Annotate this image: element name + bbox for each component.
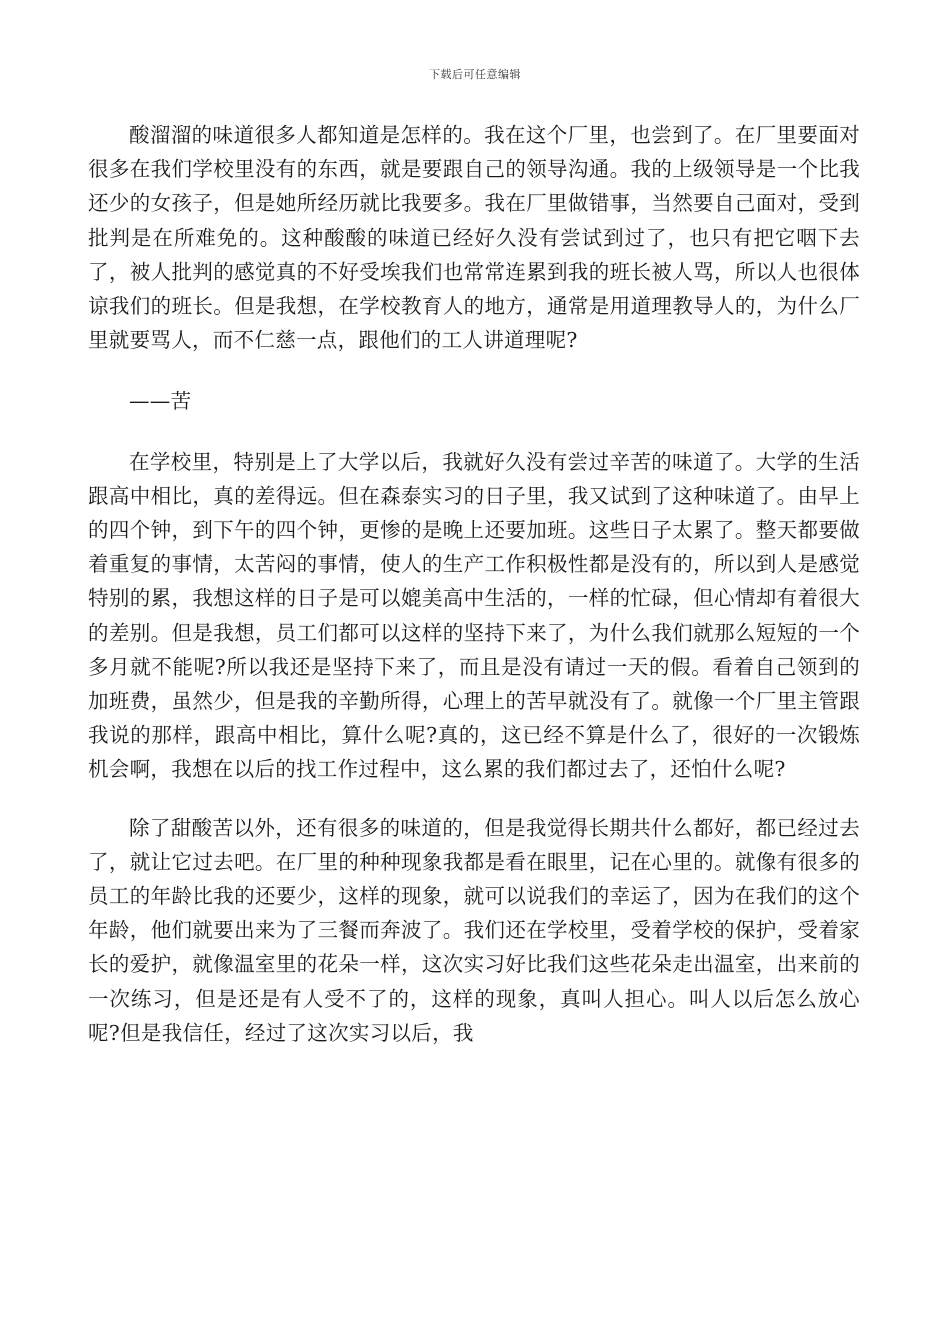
section-heading-bitter: ——苦	[129, 389, 192, 414]
paragraph-other-flavors: 除了甜酸苦以外，还有很多的味道的，但是我觉得长期共什么都好，都已经过去了，就让它过去吧。在厂里的种种现象我都是看在眼里，记在心里的。就像有很多的员工的年龄比我的还要少，这样的现象，就可以说我们的幸运了，因为在我们的这个年龄，他们就要出来为了三餐而奔波了。我们还在学校里，受着学校的保护，受着家长的爱护，就像温室里的花朵一样，这次实习好比我们这些花朵走出温室，出来前的一次练习，但是还是有人受不了的，这样的现象，真叫人担心。叫人以后怎么放心呢?但是我信任，经过了这次实习以后，我	[88, 815, 860, 1045]
paragraph-sour: 酸溜溜的味道很多人都知道是怎样的。我在这个厂里，也尝到了。在厂里要面对很多在我们学校里没有的东西，就是要跟自己的领导沟通。我的上级领导是一个比我还少的女孩子，但是她所经历就比我要多。我在厂里做错事，当然要自己面对，受到批判是在所难免的。这种酸酸的味道已经好久没有尝试到过了，也只有把它咽下去了，被人批判的感觉真的不好受埃我们也常常连累到我的班长被人骂，所以人也很体谅我们的班长。但是我想，在学校教育人的地方，通常是用道理教导人的，为什么厂里就要骂人，而不仁慈一点，跟他们的工人讲道理呢?	[88, 123, 860, 353]
document-body	[88, 118, 860, 1050]
paragraph-bitter: 在学校里，特别是上了大学以后，我就好久没有尝过辛苦的味道了。大学的生活跟高中相比，真的差得远。但在森泰实习的日子里，我又试到了这种味道了。由早上的四个钟，到下午的四个钟，更惨的是晚上还要加班。这些日子太累了。整天都要做着重复的事情，太苦闷的事情，使人的生产工作积极性都是没有的，所以到人是感觉特别的累，我想这样的日子是可以媲美高中生活的，一样的忙碌，但心情却有着很大的差别。但是我想，员工们都可以这样的坚持下来了，为什么我们就那么短短的一个多月就不能呢?所以我还是坚持下来了，而且是没有请过一天的假。看着自己领到的加班费，虽然少，但是我的辛勤所得，心理上的苦早就没有了。就像一个厂里主管跟我说的那样，跟高中相比，算什么呢?真的，这已经不算是什么了，很好的一次锻炼机会啊，我想在以后的找工作过程中，这么累的我们都过去了，还怕什么呢?	[88, 449, 860, 782]
page-header: 下载后可任意编辑	[429, 68, 521, 81]
